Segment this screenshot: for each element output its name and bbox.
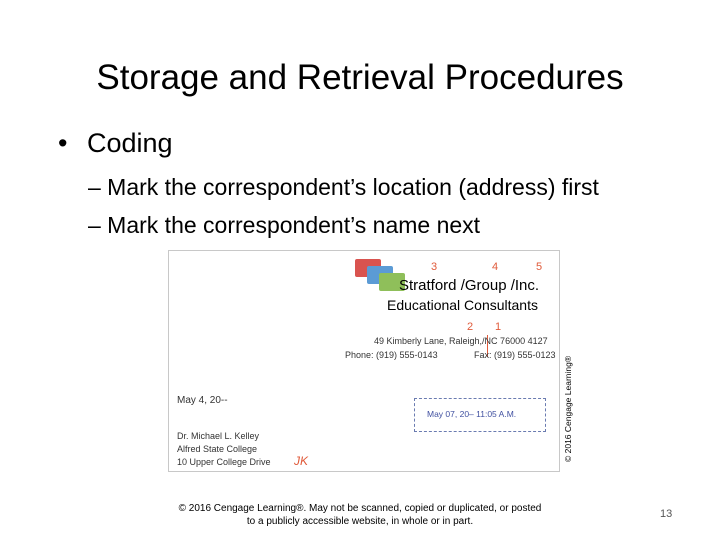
- page-number: 13: [660, 508, 673, 520]
- copyright-footer: [160, 502, 560, 528]
- company-name: Stratford /Group /Inc.: [399, 277, 540, 294]
- bullet-coding: [58, 128, 173, 159]
- bullet-mark: •: [58, 128, 68, 158]
- sub-item-name: – Mark the correspondent’s name next: [88, 212, 481, 238]
- company-fax: Fax: (919) 555-0123: [474, 350, 556, 360]
- code-number-4: 4: [492, 261, 499, 273]
- code-number-3: 3: [431, 261, 438, 273]
- coder-initials: JK: [294, 454, 309, 468]
- footer-line-2: to a publicly accessible website, in whole or in part.: [246, 516, 474, 527]
- code-number-5: 5: [536, 261, 543, 273]
- company-phone: Phone: (919) 555-0143: [345, 350, 438, 360]
- sub-item-location: – Mark the correspondent’s location (address) first: [88, 174, 599, 200]
- company-address: 49 Kimberly Lane, Raleigh,/NC 76000 4127: [374, 336, 548, 346]
- code-number-1: 1: [495, 321, 502, 333]
- recipient-street: 10 Upper College Drive: [177, 457, 271, 467]
- received-stamp: [414, 398, 546, 432]
- recipient-name: Dr. Michael L. Kelley: [177, 431, 260, 441]
- letter-image: [168, 250, 560, 472]
- stamp-text: May 07, 20– 11:05 A.M.: [427, 409, 517, 419]
- footer-line-1: © 2016 Cengage Learning®. May not be scanned, copied or duplicated, or posted: [178, 503, 542, 514]
- letter-date: May 4, 20--: [177, 395, 228, 406]
- company-tagline: Educational Consultants: [387, 297, 538, 313]
- recipient-org: Alfred State College: [177, 444, 258, 454]
- bullet-text: Coding: [86, 128, 173, 158]
- slide-title: Storage and Retrieval Procedures: [96, 58, 624, 97]
- code-number-2: 2: [467, 321, 474, 333]
- image-credit: © 2016 Cengage Learning®: [563, 355, 573, 462]
